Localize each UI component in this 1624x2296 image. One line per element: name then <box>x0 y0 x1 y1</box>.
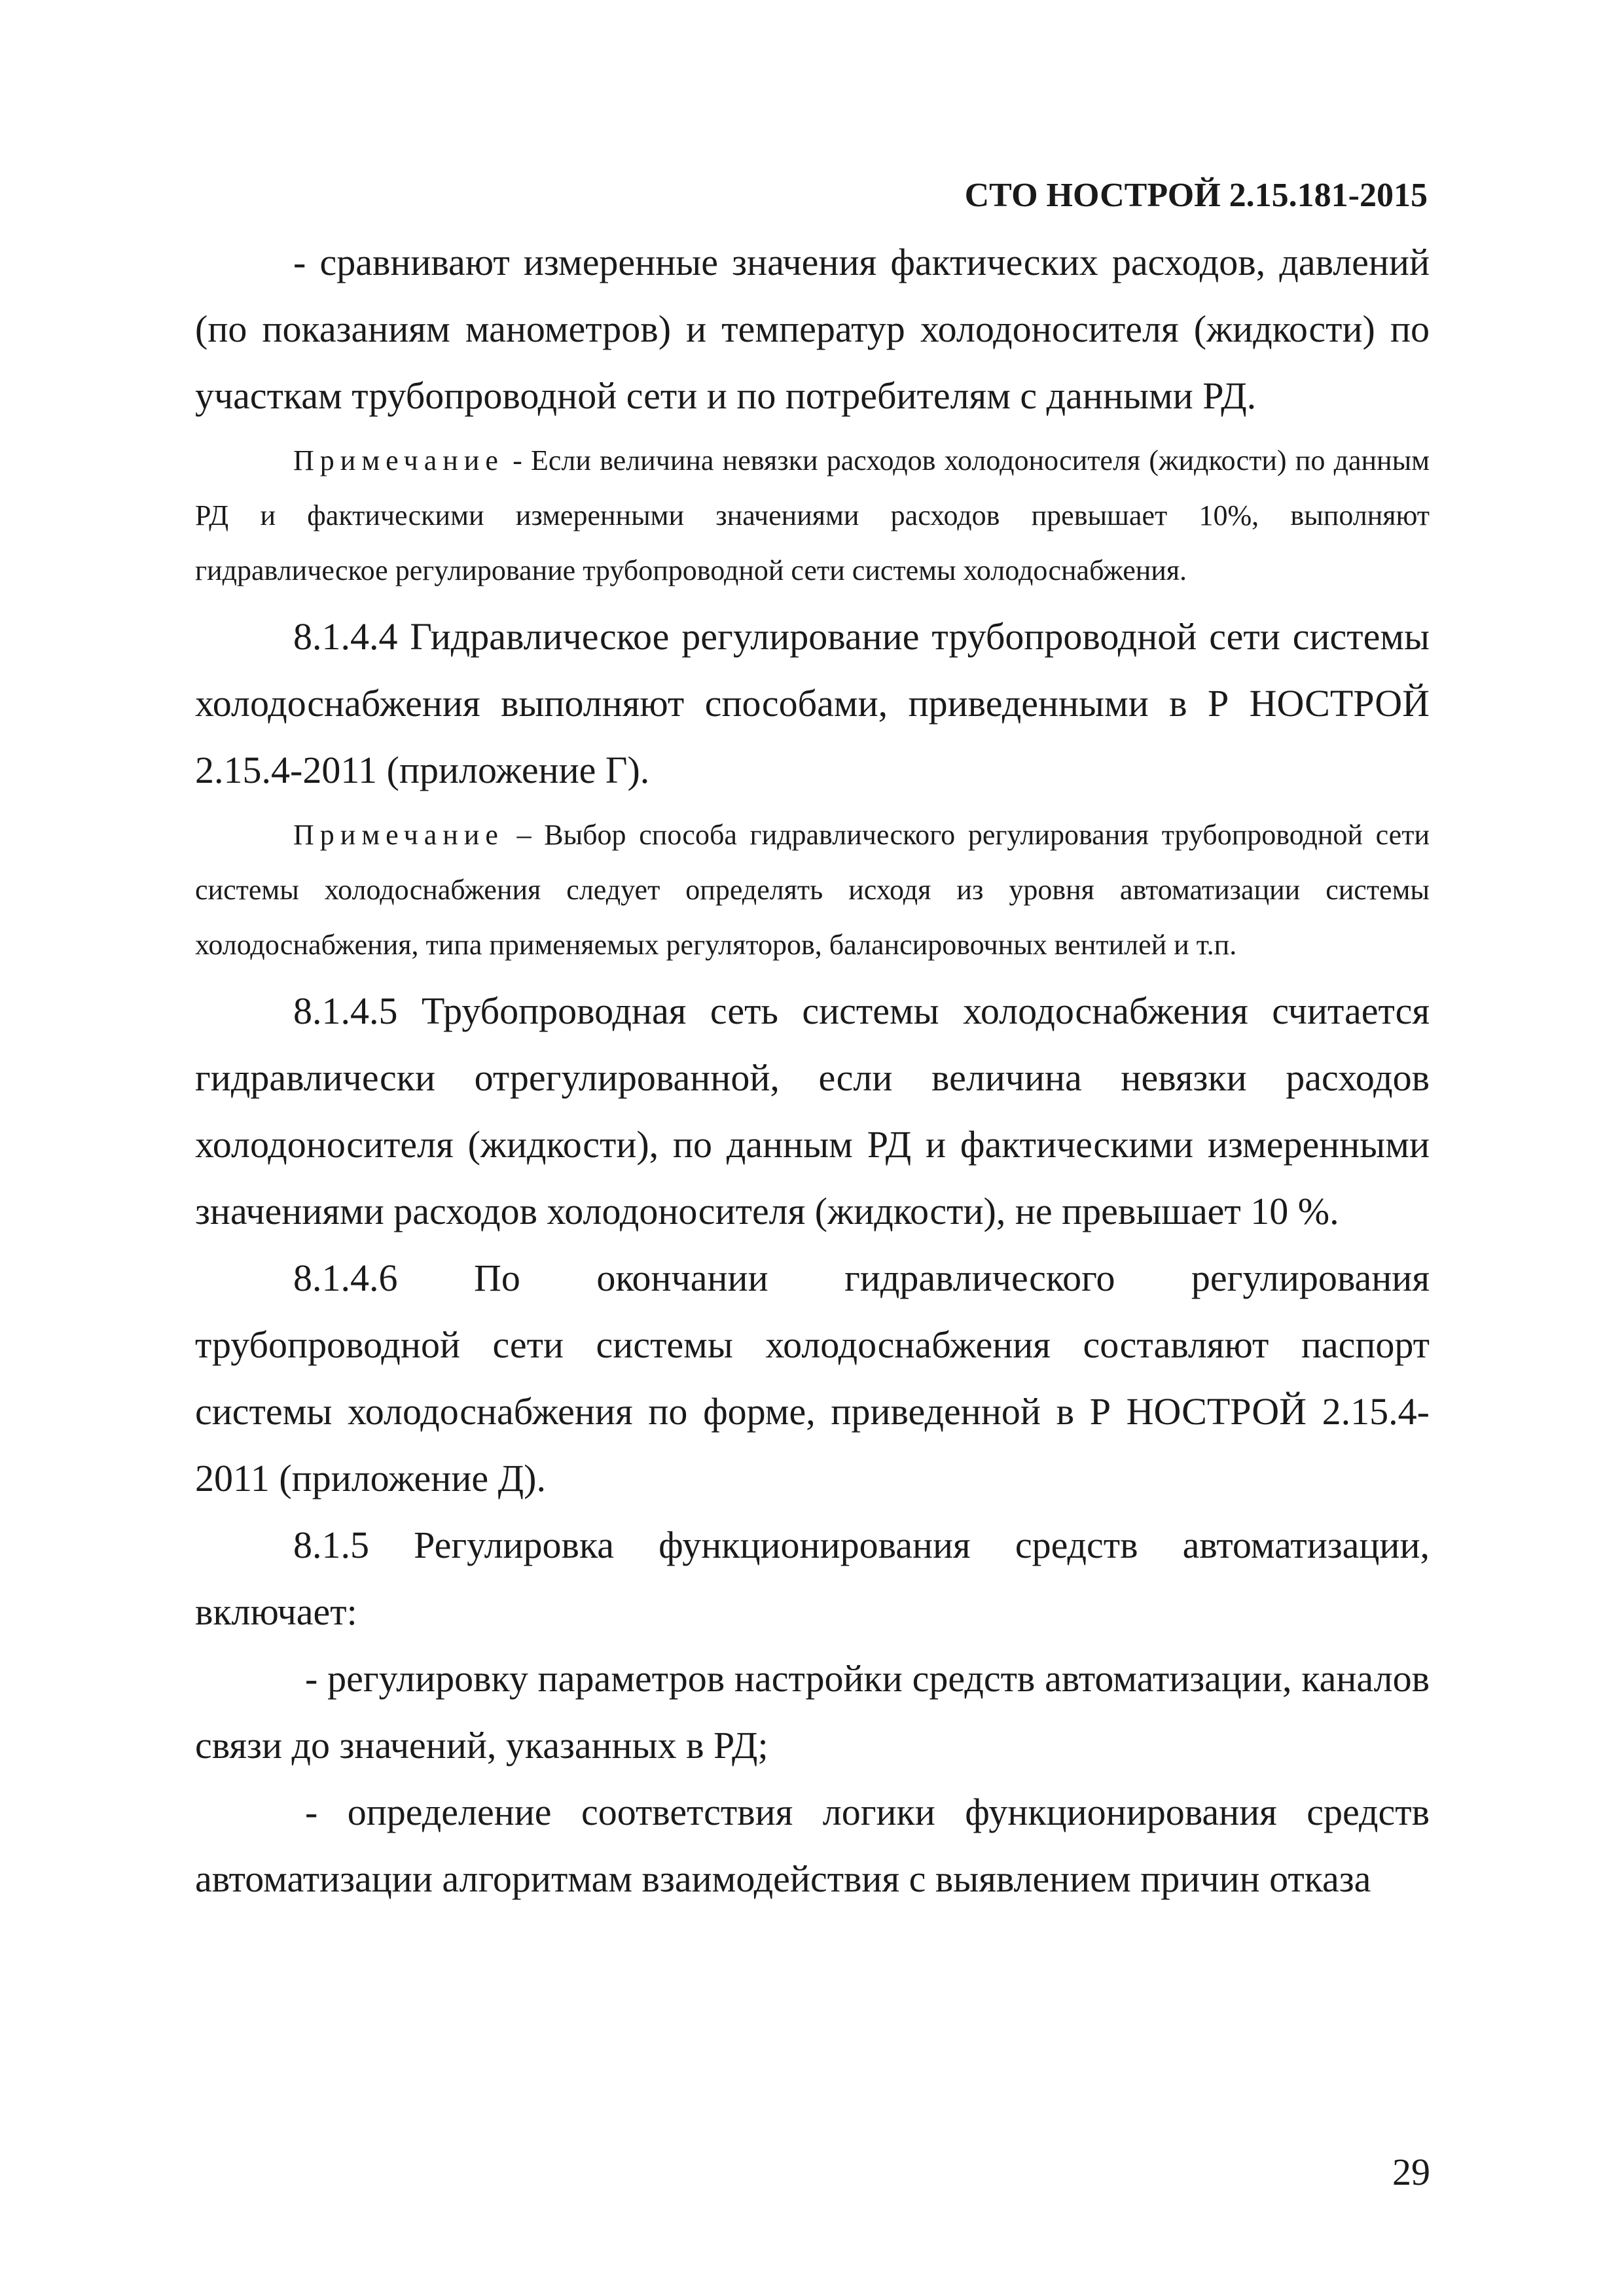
paragraph-8-1-5: 8.1.5 Регулировка функционирования средств автоматизации, включает: <box>195 1524 1430 1633</box>
note-text: - Если величина невязки расходов холодоносителя (жидкости) по данным РД и фактическими измеренными значениями расходов превышает 10%, выполняют гидравлическое регулирование трубопроводной сети системы холодоснабжения. <box>195 444 1430 586</box>
document-header-code: СТО НОСТРОЙ 2.15.181-2015 <box>964 177 1428 214</box>
list-item-parameter-adjustment: - регулировку параметров настройки средств автоматизации, каналов связи до значений, указанных в РД; <box>195 1657 1430 1767</box>
paragraph-8-1-4-6: 8.1.4.6 По окончании гидравлического регулирования трубопроводной сети системы холодоснабжения составляют паспорт системы холодоснабжения по форме, приведенной в Р НОСТРОЙ 2.15.4-2011 (приложение Д). <box>195 1257 1430 1499</box>
note-label: Примечание <box>293 819 504 851</box>
document-body <box>195 229 1430 1912</box>
paragraph-8-1-4-4: 8.1.4.4 Гидравлическое регулирование трубопроводной сети системы холодоснабжения выполняют способами, приведенными в Р НОСТРОЙ 2.15.4-2011 (приложение Г). <box>195 615 1430 791</box>
note-label: Примечание <box>293 444 504 476</box>
list-item-logic-verification: - определение соответствия логики функционирования средств автоматизации алгоритмам взаимодействия с выявлением причин отказа <box>195 1791 1430 1900</box>
note-regulation-method <box>195 808 1430 973</box>
paragraph-8-1-4-5: 8.1.4.5 Трубопроводная сеть системы холодоснабжения считается гидравлически отрегулированной, если величина невязки расходов холодоносителя (жидкости), по данным РД и фактическими измеренными значениями расходов холодоносителя (жидкости), не превышает 10 %. <box>195 990 1430 1232</box>
note-text: – Выбор способа гидравлического регулирования трубопроводной сети системы холодоснабжения следует определять исходя из уровня автоматизации системы холодоснабжения, типа применяемых регуляторов, балансировочных вентилей и т.п. <box>195 819 1430 961</box>
page-number: 29 <box>1392 2151 1430 2193</box>
paragraph-comparison-step: - сравнивают измеренные значения фактических расходов, давлений (по показаниям манометров) и температур холодоносителя (жидкости) по участкам трубопроводной сети и по потребителям с данными РД. <box>195 241 1430 417</box>
note-flow-mismatch <box>195 433 1430 598</box>
